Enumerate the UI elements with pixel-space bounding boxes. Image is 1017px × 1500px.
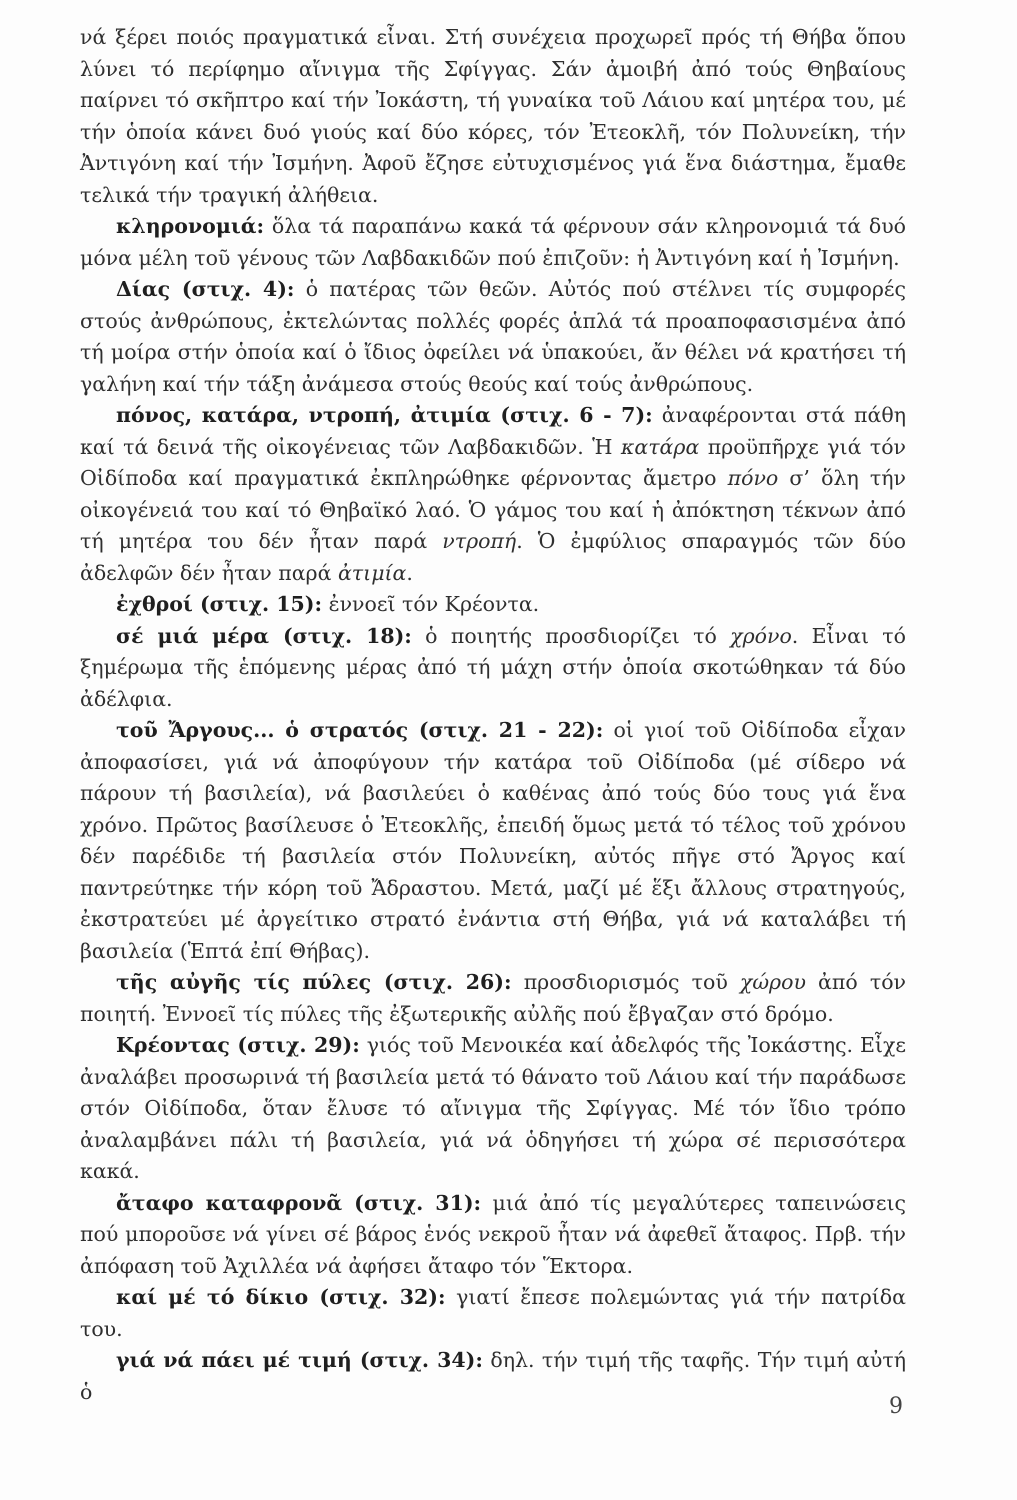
entry-text: δηλ. τήν τιμή τῆς ταφῆς. Τήν τιμή αὐτή ὁ — [80, 1348, 906, 1404]
entry-italic-word: κατάρα — [620, 434, 700, 459]
entry-term: καί μέ τό δίκιο (στιχ. 32): — [116, 1285, 446, 1309]
entry-klironomia — [80, 211, 906, 274]
entry-text: ἐννοεῖ τόν Κρέοντα. — [322, 592, 540, 616]
entry-atafo — [80, 1188, 906, 1283]
entry-italic-word: χώρου — [739, 970, 806, 994]
entry-kreontas — [80, 1030, 906, 1188]
entry-italic-word: ἀτιμία — [337, 560, 407, 585]
page-number: 9 — [889, 1394, 903, 1419]
entry-term: τοῦ Ἄργους... ὁ στρατός (στιχ. 21 - 22): — [116, 718, 604, 742]
entry-text: . Ὁ ἐμφύλιος σπαραγμός τῶν δύο ἀδελφῶν δέν ἦταν παρά — [80, 529, 906, 585]
entry-term: πόνος, κατάρα, ντροπή, ἀτιμία (στιχ. 6 - 7): — [116, 403, 653, 427]
intro-paragraph: νά ξέρει ποιός πραγματικά εἶναι. Στή συνέχεια προχωρεῖ πρός τή Θήβα ὅπου λύνει τό περίφημο αἴνιγμα τῆς Σφίγγας. Σάν ἀμοιβή ἀπό τούς Θηβαίους παίρνει τό σκῆπτρο καί τήν Ἰοκάστη, τή γυναίκα τοῦ Λάιου καί μητέρα του, μέ τήν ὁποία κάνει δυό γιούς καί δύο κόρες, τόν Ἐτεοκλῆ, τόν Πολυνείκη, τήν Ἀντιγόνη καί τήν Ἰσμήνη. Ἀφοῦ ἔζησε εὐτυχισμένος γιά ἕνα διάστημα, ἔμαθε τελικά τήν τραγική ἀλήθεια. — [80, 25, 906, 207]
entry-text: οἱ γιοί τοῦ Οἰδίποδα εἶχαν ἀποφασίσει, γιά νά ἀποφύγουν τήν κατάρα τοῦ Οἰδίποδα (μέ σίδερο νά πάρουν τή βασιλεία), νά βασιλεύει ὁ καθένας ἀπό τούς δύο τους γιά ἕνα χρόνο. Πρῶτος βασίλευσε ὁ Ἐτεοκλῆς, ἐπειδή ὅμως μετά τό τέλος τοῦ χρόνου δέν παρέδιδε τή βασιλεία στόν Πολυνείκη, αὐτός πῆγε στό Ἄργος καί παντρεύτηκε τήν κόρη τοῦ Ἄδραστου. Μετά, μαζί μέ ἕξι ἄλλους στρατηγούς, ἐκστρατεύει μέ ἀργείτικο στρατό ἐνάντια στή Θήβα, γιά νά καταλάβει τή βασιλεία (Ἑπτά ἐπί Θήβας). — [80, 718, 906, 963]
entry-term: ἐχθροί (στιχ. 15): — [116, 592, 323, 616]
entry-italic-word: ντροπή — [442, 529, 517, 553]
entry-text: ὁ ποιητής προσδιορίζει τό — [411, 623, 731, 648]
entry-argous — [80, 715, 906, 967]
entry-text: προσδιορισμός τοῦ — [511, 970, 740, 994]
entry-dikio — [80, 1282, 906, 1345]
entry-italic-word: χρόνο — [730, 623, 792, 648]
commentary-text — [80, 22, 906, 1408]
entry-text: γιός τοῦ Μενοικέα καί ἀδελφός τῆς Ἰοκάστης. Εἶχε ἀναλάβει προσωρινά τή βασιλεία μετά τό θάνατο τοῦ Λάιου καί τήν παράδωσε στόν Οἰδίποδα, ὅταν ἔλυσε τό αἴνιγμα τῆς Σφίγγας. Μέ τόν ἴδιο τρόπο ἀναλαμβάνει πάλι τή βασιλεία, γιά νά ὁδηγήσει τή χώρα σέ περισσότερα κακά. — [80, 1033, 907, 1183]
entry-text: ὁ πατέρας τῶν θεῶν. Αὐτός πού στέλνει τίς συμφορές στούς ἀνθρώπους, ἐκτελώντας πολλές φορές ἁπλά τά προαποφασισμένα ἀπό τή μοίρα στήν ὁποία καί ὁ ἴδιος ὀφείλει νά ὑπακούει, ἄν θέλει νά κρατήσει τή γαλήνη καί τήν τάξη ἀνάμεσα στούς θεούς καί τούς ἀνθρώπους. — [80, 277, 906, 396]
entry-term: τῆς αὐγῆς τίς πύλες (στιχ. 26): — [116, 970, 512, 994]
entry-text: μιά ἀπό τίς μεγαλύτερες ταπεινώσεις πού μποροῦσε νά γίνει σέ βάρος ἑνός νεκροῦ ἦταν νά ἀφεθεῖ ἄταφος. Πρβ. τήν ἀπόφαση τοῦ Ἀχιλλέα νά ἀφήσει ἄταφο τόν Ἕκτορα. — [80, 1190, 907, 1278]
entry-text: γιατί ἔπεσε πολεμώντας γιά τήν πατρίδα του. — [80, 1285, 906, 1341]
entry-term: Δίας (στιχ. 4): — [116, 277, 295, 301]
entry-text: . Εἶναι τό ξημέρωμα τῆς ἑπόμενης μέρας ἀπό τή μάχη στήν ὁποία σκοτώθηκαν τά δύο ἀδέλφια. — [80, 623, 906, 711]
entry-se-mia-mera — [80, 621, 906, 716]
entry-term: ἄταφο καταφρονᾶ (στιχ. 31): — [116, 1190, 482, 1215]
entry-text: . — [406, 560, 413, 585]
entry-exthroi — [80, 589, 906, 621]
entry-pyles — [80, 967, 906, 1030]
entry-term: κληρονομιά: — [116, 214, 265, 238]
entry-ponos — [80, 400, 906, 589]
entry-term: Κρέοντας (στιχ. 29): — [116, 1033, 360, 1057]
entry-text: προϋπῆρχε γιά τόν Οἰδίποδα καί πραγματικά ἐκπληρώθηκε φέρνοντας ἄμετρο — [80, 434, 907, 490]
entry-text: ὅλα τά παραπάνω κακά τά φέρνουν σάν κληρονομιά τά δυό μόνα μέλη τοῦ γένους τῶν Λαβδακιδῶν πού ἐπιζοῦν: ἡ Ἀντιγόνη καί ἡ Ἰσμήνη. — [80, 214, 906, 270]
entry-text: ἀπό τόν ποιητή. Ἐννοεῖ τίς πύλες τῆς ἐξωτερικῆς αὐλῆς πού ἔβγαζαν στό δρόμο. — [80, 970, 906, 1026]
entry-text: ἀναφέρονται στά πάθη καί τά δεινά τῆς οἰκογένειας τῶν Λαβδακιδῶν. Ἡ — [80, 403, 906, 459]
entry-dias — [80, 274, 906, 400]
entry-italic-word: πόνο — [727, 466, 779, 490]
entry-timi — [80, 1345, 906, 1408]
entry-term: γιά νά πάει μέ τιμή (στιχ. 34): — [116, 1348, 483, 1372]
entry-term: σέ μιά μέρα (στιχ. 18): — [116, 623, 412, 648]
entry-text: σ’ ὅλη τήν οἰκογένειά του καί τό Θηβαϊκό λαό. Ὁ γάμος του καί ἡ ἀπόκτηση τέκνων ἀπό τή μητέρα του δέν ἦταν παρά — [80, 466, 906, 553]
